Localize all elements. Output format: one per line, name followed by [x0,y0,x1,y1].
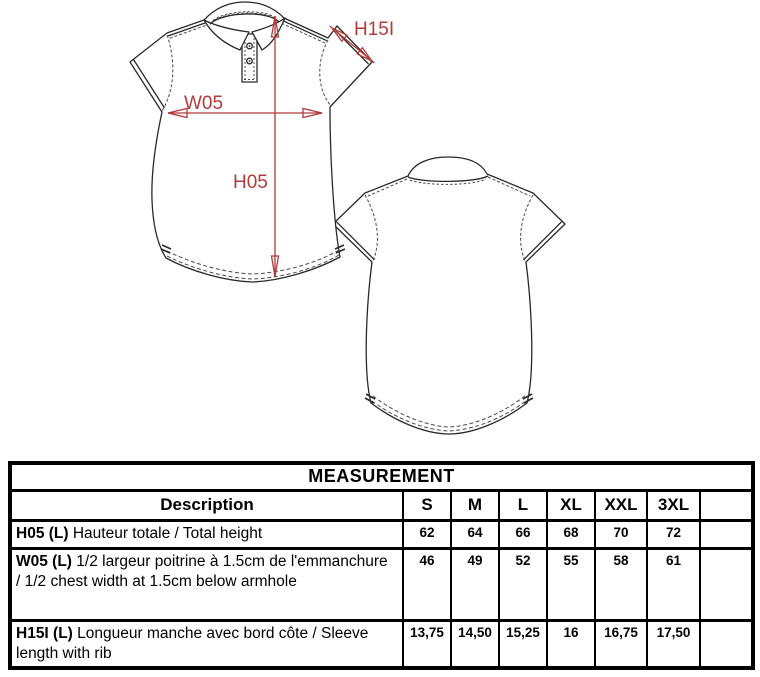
value-cell: 66 [499,520,547,548]
measure-code: H15I (L) [16,624,73,642]
value-cell: 14,50 [451,620,499,668]
measure-code: H05 (L) [16,524,69,542]
column-header-description: Description [10,490,403,520]
value-cell: 72 [647,520,700,548]
dimension-label-w05: W05 [184,93,224,114]
row-description [10,548,403,620]
column-header-l: L [499,490,547,520]
column-header-xl: XL [547,490,595,520]
polo-front-view [130,2,372,282]
value-cell: 46 [403,548,451,620]
measure-description: 1/2 largeur poitrine à 1.5cm de l'emmanchure / 1/2 chest width at 1.5cm below armhole [16,552,388,590]
measure-code: W05 (L) [16,552,72,570]
value-cell: 52 [499,548,547,620]
measure-description: Hauteur totale / Total height [72,524,263,542]
column-header-3xl: 3XL [647,490,700,520]
measurement-table [8,461,755,670]
column-header-s: S [403,490,451,520]
back-body-outline [333,157,565,434]
table-row-h05 [10,520,753,548]
table-row-h15i [10,620,753,668]
value-cell: 62 [403,520,451,548]
value-cell: 58 [595,548,647,620]
value-cell-empty [700,520,753,548]
value-cell-empty [700,620,753,668]
column-header-m: M [451,490,499,520]
dimension-label-h05: H05 [233,172,268,193]
value-cell: 68 [547,520,595,548]
measure-description: Longueur manche avec bord côte / Sleeve length with rib [16,624,369,662]
value-cell: 64 [451,520,499,548]
value-cell: 13,75 [403,620,451,668]
table-title: MEASUREMENT [10,463,753,490]
value-cell-empty [700,548,753,620]
value-cell: 49 [451,548,499,620]
table-title-row [10,463,753,490]
polo-back-view [333,157,565,434]
column-header-empty [700,490,753,520]
value-cell: 15,25 [499,620,547,668]
column-header-xxl: XXL [595,490,647,520]
value-cell: 70 [595,520,647,548]
row-description [10,520,403,548]
dimension-label-h15i: H15I [354,19,395,40]
table-row-w05 [10,548,753,620]
value-cell: 17,50 [647,620,700,668]
value-cell: 61 [647,548,700,620]
table-header-row [10,490,753,520]
value-cell: 16 [547,620,595,668]
row-description [10,620,403,668]
value-cell: 55 [547,548,595,620]
value-cell: 16,75 [595,620,647,668]
